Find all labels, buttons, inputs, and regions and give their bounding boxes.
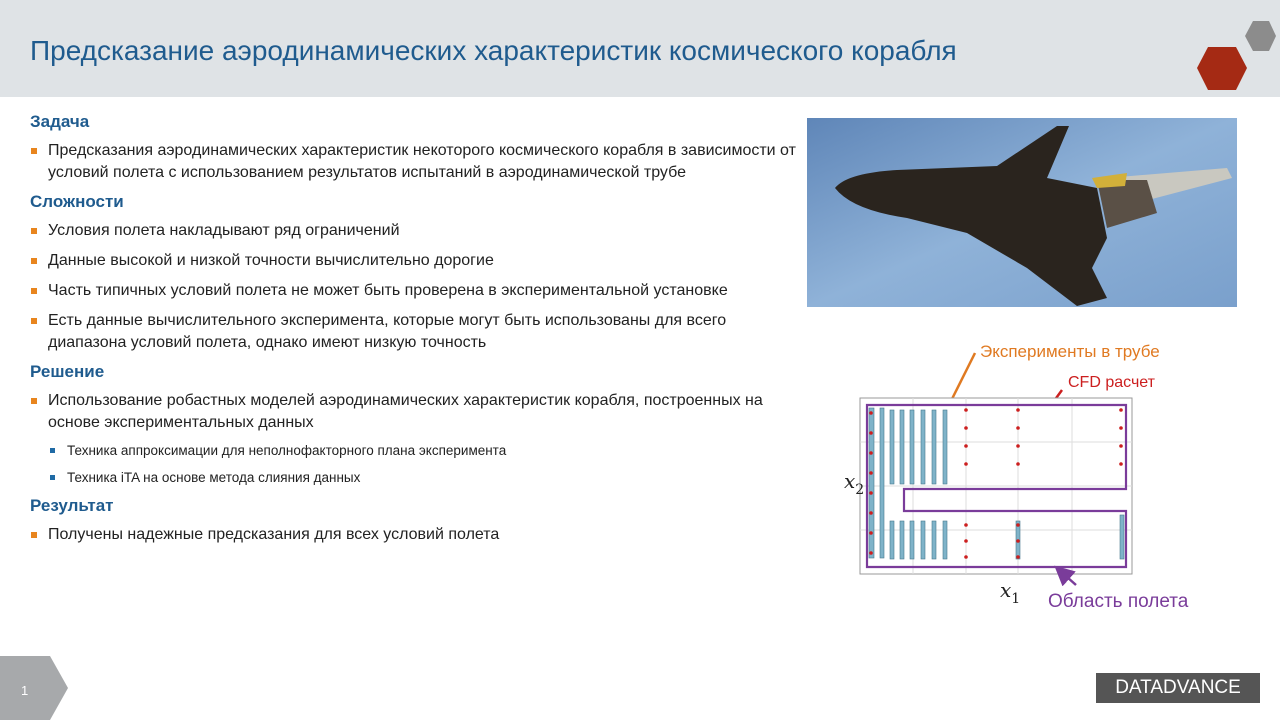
bullet-difficulty-4: Есть данные вычислительного эксперимента, которые могут быть использованы для всего диапазона условий полета, однако имеют низкую точность: [30, 310, 800, 354]
page-number-shape: [0, 656, 70, 720]
axis-x1-label: [1000, 578, 1020, 607]
main-content: [30, 112, 800, 554]
subbullet-solution-1: Техника аппроксимации для неполнофакторного плана эксперимента: [30, 442, 800, 460]
bullet-task: Предсказания аэродинамических характеристик некоторого космического корабля в зависимости от условий полета с использованием результатов испытаний в аэродинамической трубе: [30, 140, 800, 184]
bullet-difficulty-1: Условия полета накладывают ряд ограничений: [30, 220, 800, 242]
axis-x2-letter: x: [844, 469, 856, 493]
bullet-difficulty-3: Часть типичных условий полета не может быть проверена в экспериментальной установке: [30, 280, 800, 302]
page-title: Предсказание аэродинамических характеристик космического корабля: [30, 35, 957, 66]
decor-hexagons: [1190, 15, 1280, 95]
gray-hexagon: [1245, 21, 1276, 51]
bullet-difficulty-2: Данные высокой и низкой точности вычислительно дорогие: [30, 250, 800, 272]
red-hexagon: [1197, 47, 1247, 90]
axis-x1-subscript: 1: [1011, 591, 1021, 607]
bullet-result: Получены надежные предсказания для всех условий полета: [30, 524, 800, 546]
subbullet-solution-2: Техника iTA на основе метода слияния данных: [30, 469, 800, 487]
label-experiments: Эксперименты в трубе: [980, 342, 1160, 361]
space-shuttle-photo: [807, 118, 1237, 307]
page-number-badge: [0, 656, 70, 720]
flight-region-diagram: [840, 335, 1260, 625]
section-heading-solution: Решение: [30, 362, 105, 381]
label-flight-region: Область полета: [1048, 591, 1189, 612]
section-heading-task: Задача: [30, 112, 90, 131]
axis-x1-letter: x: [1000, 578, 1012, 602]
datadvance-logo: DATADVANCE: [1096, 673, 1260, 703]
bullet-solution: Использование робастных моделей аэродинамических характеристик корабля, построенных на основе экспериментальных данных: [30, 390, 800, 434]
page-number: 1: [21, 683, 29, 698]
axis-x2-subscript: 2: [855, 482, 865, 498]
section-heading-difficulties: Сложности: [30, 192, 124, 211]
label-cfd: CFD расчет: [1068, 374, 1155, 391]
section-heading-result: Результат: [30, 496, 114, 515]
